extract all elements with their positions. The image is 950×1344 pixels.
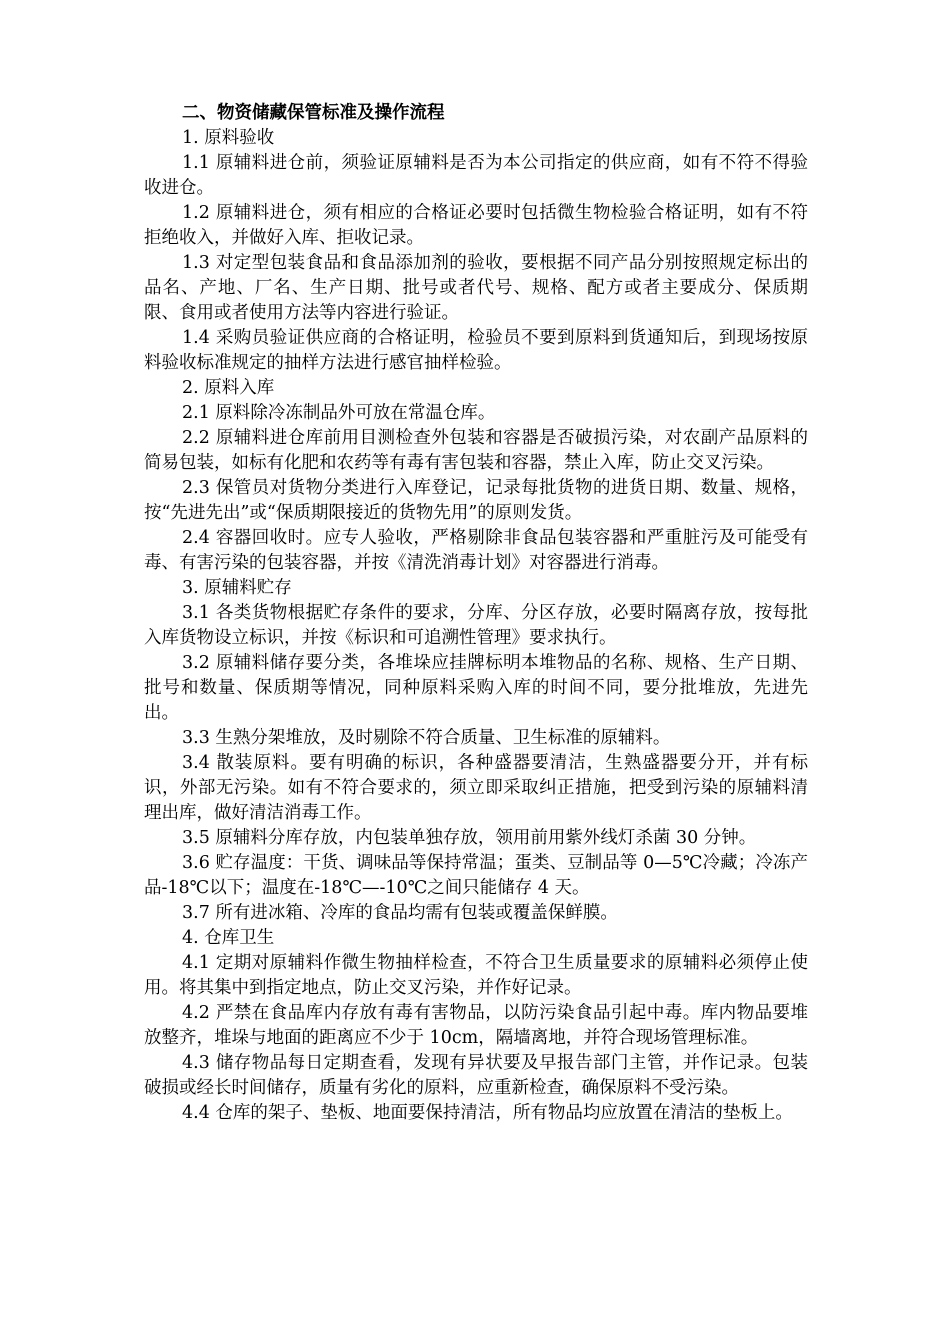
paragraph-4-1: 4.1 定期对原辅料作微生物抽样检查，不符合卫生质量要求的原辅料必须停止使用。将其集中到指定地点，防止交叉污染，并作好记录。	[144, 953, 808, 998]
paragraph-1-1: 1.1 原辅料进仓前，须验证原辅料是否为本公司指定的供应商，如有不符不得验收进仓。	[144, 153, 808, 198]
paragraph-1: 1. 原料验收	[182, 128, 275, 148]
paragraph-3-7: 3.7 所有进冰箱、冷库的食品均需有包装或覆盖保鲜膜。	[182, 903, 618, 923]
paragraph-4-4: 4.4 仓库的架子、垫板、地面要保持清洁，所有物品均应放置在清洁的垫板上。	[182, 1103, 793, 1123]
paragraph-4-2: 4.2 严禁在食品库内存放有毒有害物品，以防污染食品引起中毒。库内物品要堆放整齐，堆垛与地面的距离应不少于 10cm，隔墙离地，并符合现场管理标准。	[144, 1003, 808, 1048]
paragraph-3-2: 3.2 原辅料储存要分类，各堆垛应挂牌标明本堆物品的名称、规格、生产日期、批号和数量、保质期等情况，同种原料采购入库的时间不同，要分批堆放，先进先出。	[144, 653, 808, 723]
paragraph-3-6: 3.6 贮存温度：干货、调味品等保持常温；蛋类、豆制品等 0—5℃冷藏；冷冻产品-18℃以下；温度在-18℃—-10℃之间只能储存 4 天。	[144, 853, 808, 898]
paragraph-1-2: 1.2 原辅料进仓，须有相应的合格证必要时包括微生物检验合格证明，如有不符拒绝收入，并做好入库、拒收记录。	[144, 203, 808, 248]
paragraph-3-3: 3.3 生熟分架堆放，及时剔除不符合质量、卫生标准的原辅料。	[182, 728, 671, 748]
paragraph-4: 4. 仓库卫生	[182, 928, 275, 948]
paragraph-3-1: 3.1 各类货物根据贮存条件的要求，分库、分区存放，必要时隔离存放，按每批入库货物设立标识，并按《标识和可追溯性管理》要求执行。	[144, 603, 808, 648]
paragraph-3-5: 3.5 原辅料分库存放，内包装单独存放，领用前用紫外线灯杀菌 30 分钟。	[182, 828, 757, 848]
paragraph-2-4: 2.4 容器回收时。应专人验收，严格剔除非食品包装容器和严重脏污及可能受有毒、有害污染的包装容器，并按《清洗消毒计划》对容器进行消毒。	[144, 528, 808, 573]
paragraph-4-3: 4.3 储存物品每日定期查看，发现有异状要及早报告部门主管，并作记录。包装破损或经长时间储存，质量有劣化的原料，应重新检查，确保原料不受污染。	[144, 1053, 808, 1098]
paragraph-3-4: 3.4 散装原料。要有明确的标识，各种盛器要清洁，生熟盛器要分开，并有标识，外部无污染。如有不符合要求的，须立即采取纠正措施，把受到污染的原辅料清理出库，做好清洁消毒工作。	[144, 753, 808, 823]
paragraph-2-3: 2.3 保管员对货物分类进行入库登记，记录每批货物的进货日期、数量、规格，按“先进先出”或“保质期限接近的货物先用”的原则发货。	[144, 478, 808, 523]
paragraph-1-4: 1.4 采购员验证供应商的合格证明，检验员不要到原料到货通知后，到现场按原料验收标准规定的抽样方法进行感官抽样检验。	[144, 328, 808, 373]
section-heading: 二、物资储藏保管标准及操作流程	[182, 103, 445, 123]
paragraph-2-2: 2.2 原辅料进仓库前用目测检查外包装和容器是否破损污染，对农副产品原料的简易包装，如标有化肥和农药等有毒有害包装和容器，禁止入库，防止交叉污染。	[144, 428, 808, 473]
paragraph-1-3: 1.3 对定型包装食品和食品添加剂的验收，要根据不同产品分别按照规定标出的品名、产地、厂名、生产日期、批号或者代号、规格、配方或者主要成分、保质期限、食用或者使用方法等内容进行验证。	[144, 253, 808, 323]
paragraph-2-1: 2.1 原料除冷冻制品外可放在常温仓库。	[182, 403, 496, 423]
paragraph-2: 2. 原料入库	[182, 378, 275, 398]
paragraph-3: 3. 原辅料贮存	[182, 578, 292, 598]
document-body	[144, 100, 808, 1126]
